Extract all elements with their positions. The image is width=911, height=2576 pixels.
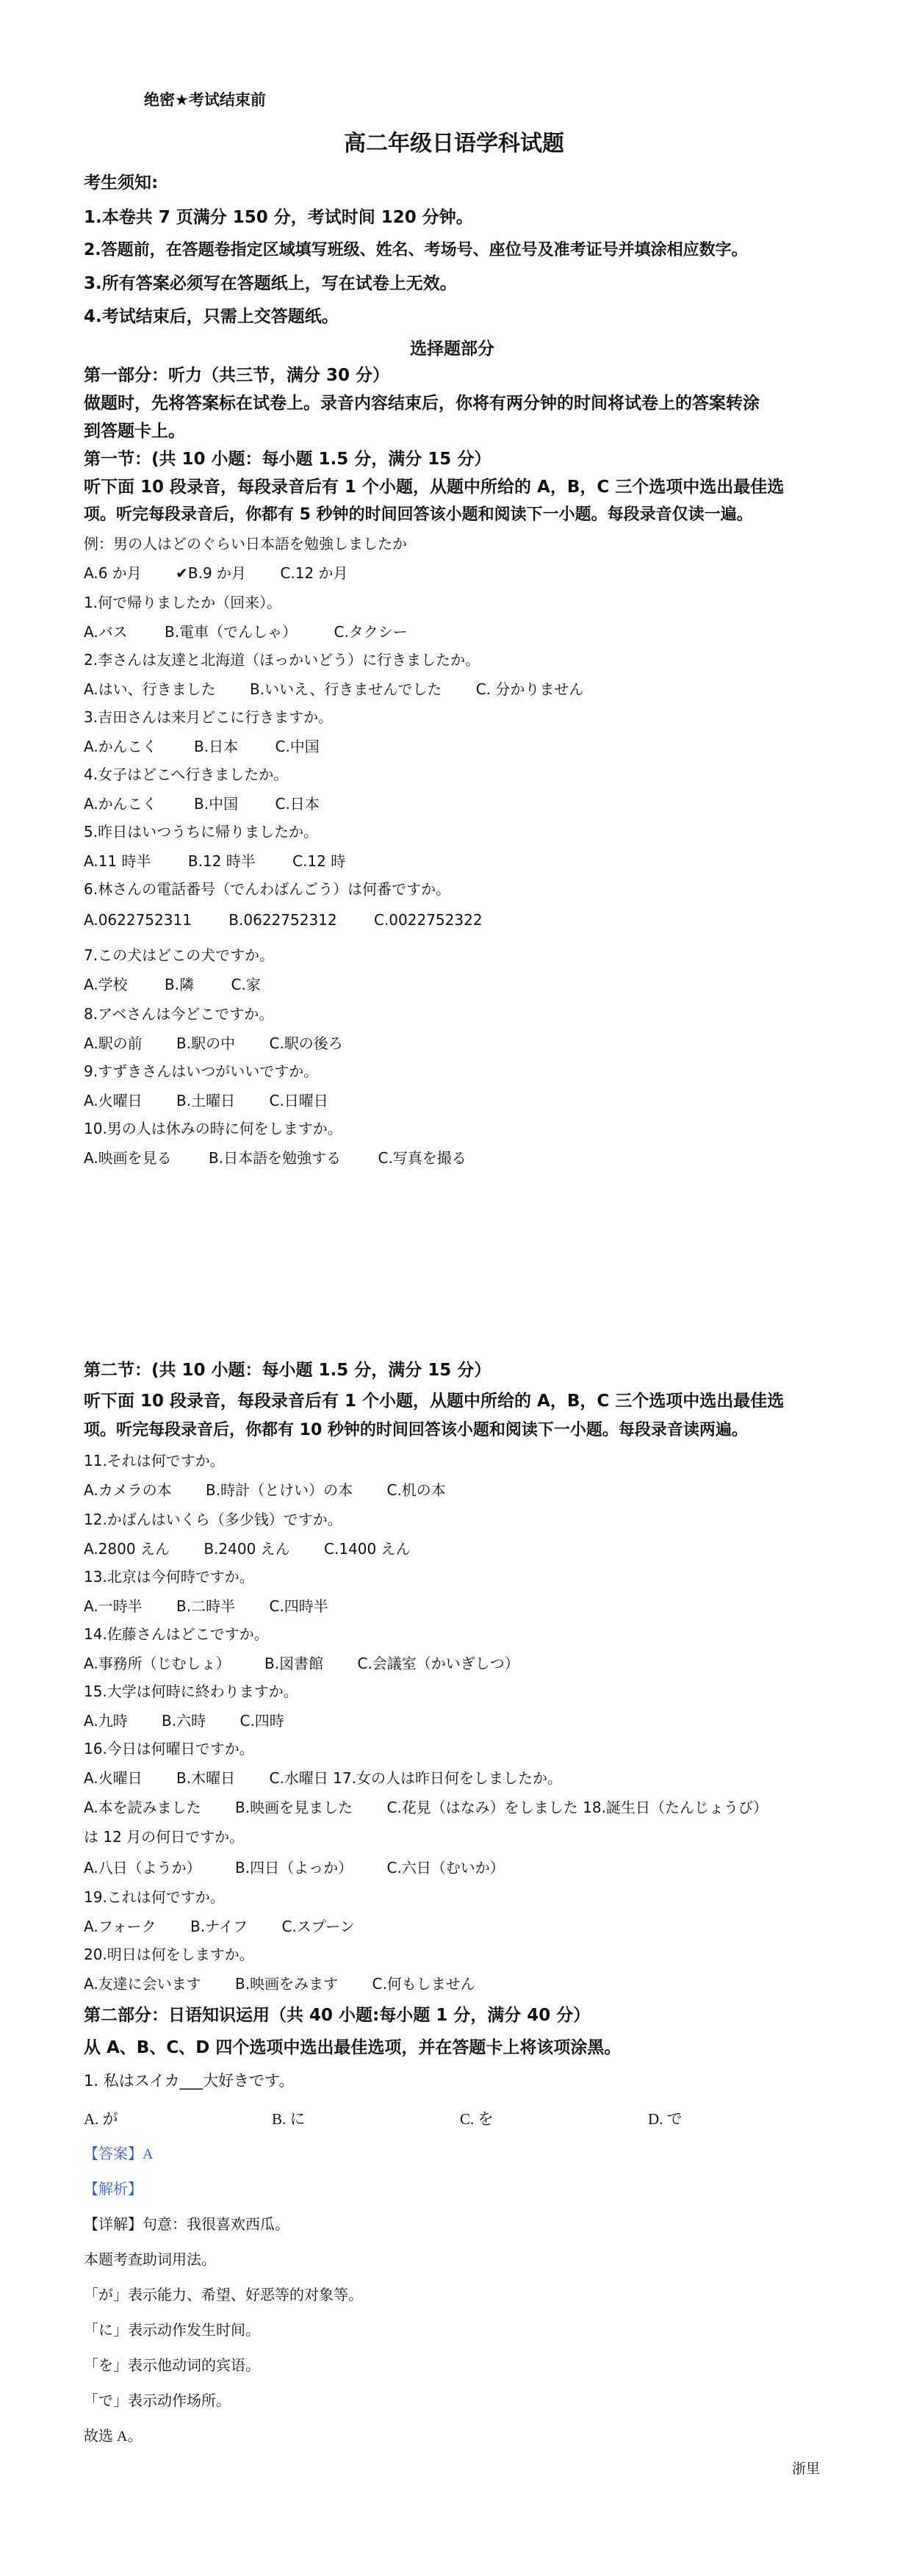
question: 11.それは何ですか。 — [84, 1452, 225, 1469]
option: A.映画を見る — [84, 1149, 172, 1167]
option-a: A. が — [84, 2110, 118, 2128]
question: 7.この犬はどこの犬ですか。 — [84, 946, 275, 964]
part1-intro: 做题时，先将答案标在试卷上。录音内容结束后，你将有两分钟的时间将试卷上的答案转涂 — [84, 394, 760, 413]
explanation: 「で」表示动作场所。 — [84, 2393, 231, 2409]
option: C.スプーン — [281, 1918, 355, 1935]
option: B.隣 — [165, 976, 195, 993]
sec2-instruction: 听下面 10 段录音，每段录音后有 1 个小题，从题中所给的 A，B，C 三个选项中选出最佳选 — [84, 1392, 785, 1411]
option: C.机の本 — [386, 1481, 446, 1499]
option: A.事務所（じむしょ） — [84, 1655, 231, 1672]
option: B.日本 — [194, 738, 239, 755]
explanation: 「に」表示动作发生时间。 — [84, 2323, 260, 2339]
question: 14.佐藤さんはどこですか。 — [84, 1625, 269, 1643]
options — [84, 1481, 446, 1499]
options — [84, 1092, 328, 1109]
explanation: 故选 A。 — [84, 2428, 143, 2444]
option: C.駅の後ろ — [269, 1035, 343, 1052]
option: C.日本 — [275, 795, 320, 813]
option: A.一時半 — [84, 1597, 143, 1615]
question: 12.かばんはいくら（多少钱）ですか。 — [84, 1511, 342, 1528]
options — [84, 1540, 411, 1558]
option: B.六時 — [162, 1712, 206, 1730]
option: A.駅の前 — [84, 1035, 143, 1052]
sec1-heading: 第一节：(共 10 小题：每小题 1.5 分，满分 15 分） — [84, 450, 491, 469]
option: B.図書館 — [264, 1655, 324, 1672]
option: C.12 時 — [292, 852, 346, 870]
option: B.ナイフ — [190, 1918, 248, 1935]
options — [84, 738, 320, 755]
options — [84, 1769, 562, 1787]
question: 5.昨日はいつうちに帰りましたか。 — [84, 823, 319, 841]
options — [84, 911, 483, 929]
part1-heading: 第一部分：听力（共三节，满分 30 分） — [84, 366, 390, 385]
page-title: 高二年级日语学科试题 — [344, 131, 564, 156]
option: B.2400 えん — [204, 1540, 290, 1558]
option: A.2800 えん — [84, 1540, 170, 1558]
explanation: 「を」表示他动词的宾语。 — [84, 2358, 260, 2374]
options — [84, 1859, 505, 1877]
option: A.かんこく — [84, 795, 157, 813]
footer-mark: 浙里 — [792, 2461, 821, 2477]
explanation: 「が」表示能力、希望、好恶等的对象等。 — [84, 2287, 363, 2303]
options — [84, 1149, 467, 1167]
notice-item: 2.答题前，在答题卷指定区域填写班级、姓名、考场号、座位号及准考证号并填涂相应数字。 — [84, 241, 748, 259]
option: A.友達に会います — [84, 1975, 201, 1993]
option-checked: ✔B.9 か月 — [176, 564, 247, 582]
option: C.四時半 — [269, 1597, 328, 1615]
question: 8.アベさんは今どこですか。 — [84, 1005, 274, 1023]
option: A.はい、行きました — [84, 680, 216, 698]
option: B.土曜日 — [176, 1092, 236, 1109]
option: A.学校 — [84, 976, 128, 993]
options — [84, 1918, 355, 1935]
option: C.0022752322 — [373, 911, 483, 929]
notice-item: 1.本卷共 7 页满分 150 分，考试时间 120 分钟。 — [84, 208, 473, 227]
sec2-instruction: 项。听完每段录音后，你都有 10 秒钟的时间回答该小题和阅读下一小题。每段录音读两遍。 — [84, 1421, 748, 1439]
option: B.二時半 — [176, 1597, 236, 1615]
question: 15.大学は何時に終わりますか。 — [84, 1683, 298, 1700]
question: 9.すずきさんはいつがいいですか。 — [84, 1062, 319, 1080]
explanation: 本题考查助词用法。 — [84, 2252, 216, 2268]
options — [84, 1597, 328, 1615]
option: B.映画をみます — [235, 1975, 339, 1993]
option: C.1400 えん — [324, 1540, 411, 1558]
options — [84, 1035, 343, 1052]
sec1-instruction: 听下面 10 段录音，每段录音后有 1 个小题，从题中所给的 A，B，C 三个选项中选出最佳选 — [84, 478, 785, 497]
option: C.日曜日 — [269, 1092, 328, 1109]
option: B.0622752312 — [228, 911, 337, 929]
notice-item: 3.所有答案必须写在答题纸上，写在试卷上无效。 — [84, 274, 457, 293]
option-c: C. を — [460, 2110, 494, 2128]
options — [84, 1975, 475, 1993]
option-d: D. で — [648, 2110, 683, 2128]
option: A.6 か月 — [84, 564, 142, 582]
options — [84, 623, 408, 641]
question: 10.男の人は休みの時に何をしますか。 — [84, 1120, 342, 1137]
option: C. 分かりません — [475, 680, 584, 698]
option: C.中国 — [275, 738, 320, 755]
options — [84, 1655, 519, 1672]
option: A.フォーク — [84, 1918, 156, 1935]
part2-heading: 第二部分：日语知识运用（共 40 小题:每小题 1 分，满分 40 分） — [84, 2006, 591, 2025]
option: B.四日（よっか） — [235, 1859, 353, 1877]
option: A.0622752311 — [84, 911, 192, 929]
question: 6.林さんの電話番号（でんわばんごう）は何番ですか。 — [84, 880, 451, 898]
option-b: B. に — [272, 2110, 306, 2128]
option: A.火曜日 — [84, 1092, 143, 1109]
option: B.映画を見ました — [235, 1799, 353, 1816]
option: B.電車（でんしゃ） — [165, 623, 298, 641]
confidential-label: 绝密★考试结束前 — [144, 91, 266, 109]
option: C.家 — [231, 976, 261, 993]
section-title: 选择题部分 — [410, 339, 494, 359]
options — [84, 1799, 768, 1816]
options — [84, 852, 345, 870]
option: C.花見（はなみ）をしました 18.誕生日（たんじょうび） — [386, 1799, 768, 1816]
option: A.九時 — [84, 1712, 128, 1730]
question: 19.これは何ですか。 — [84, 1888, 225, 1906]
option: C.タクシー — [334, 623, 408, 641]
option: B.中国 — [194, 795, 239, 813]
option: A.かんこく — [84, 738, 157, 755]
notice-heading: 考生须知: — [84, 173, 159, 193]
option: B.日本語を勉強する — [209, 1149, 342, 1167]
answer-label: 【答案】A — [84, 2146, 154, 2162]
option: C.四時 — [240, 1712, 284, 1730]
option: B.時計（とけい）の本 — [206, 1481, 353, 1499]
option: B.いいえ、行きませんでした — [250, 680, 442, 698]
option: C.何もしません — [372, 1975, 475, 1993]
question: 3.吉田さんは来月どこに行きますか。 — [84, 708, 334, 726]
option: B.木曜日 — [176, 1769, 236, 1787]
detail-text: 【详解】句意：我很喜欢西瓜。 — [84, 2217, 289, 2233]
question: 20.明日は何をしますか。 — [84, 1946, 254, 1963]
notice-item: 4.考试结束后，只需上交答题纸。 — [84, 307, 339, 326]
option: C.12 か月 — [280, 564, 348, 582]
option: C.水曜日 17.女の人は昨日何をしましたか。 — [269, 1769, 562, 1787]
options — [84, 680, 583, 698]
question: 1.何で帰りましたか（回来）。 — [84, 594, 282, 611]
question: 2.李さんは友達と北海道（ほっかいどう）に行きましたか。 — [84, 651, 480, 669]
option: A.本を読みました — [84, 1799, 201, 1816]
sec1-instruction: 项。听完每段录音后，你都有 5 秒钟的时间回答该小题和阅读下一小题。每段录音仅读一遍。 — [84, 506, 753, 524]
option: A.火曜日 — [84, 1769, 143, 1787]
question: は 12 月の何日ですか。 — [84, 1828, 245, 1846]
option: A.八日（ようか） — [84, 1859, 201, 1877]
option: A.11 時半 — [84, 852, 151, 870]
option: A.カメラの本 — [84, 1481, 172, 1499]
option: C.会議室（かいぎしつ） — [357, 1655, 519, 1672]
question: 16.今日は何曜日ですか。 — [84, 1740, 254, 1757]
option: A.バス — [84, 623, 128, 641]
sec2-heading: 第二节：(共 10 小题：每小题 1.5 分，满分 15 分） — [84, 1361, 491, 1380]
options — [84, 795, 320, 813]
question: 4.女子はどこへ行きましたか。 — [84, 766, 289, 783]
part2-instruction: 从 A、B、C、D 四个选项中选出最佳选项，并在答题卡上将该项涂黑。 — [84, 2038, 622, 2057]
example-question: 例：男の人はどのぐらい日本語を勉強しましたか — [84, 535, 407, 553]
analysis-label: 【解析】 — [84, 2181, 143, 2198]
option: C.六日（むいか） — [386, 1859, 505, 1877]
option: B.12 時半 — [187, 852, 256, 870]
example-options — [84, 564, 348, 582]
options — [84, 1712, 284, 1730]
question: 13.北京は今何時ですか。 — [84, 1568, 254, 1586]
question: 1. 私はスイカ___大好きです。 — [84, 2072, 295, 2090]
option: C.写真を撮る — [378, 1149, 467, 1167]
option: B.駅の中 — [176, 1035, 236, 1052]
part1-intro: 到答题卡上。 — [84, 422, 185, 441]
options — [84, 976, 261, 993]
